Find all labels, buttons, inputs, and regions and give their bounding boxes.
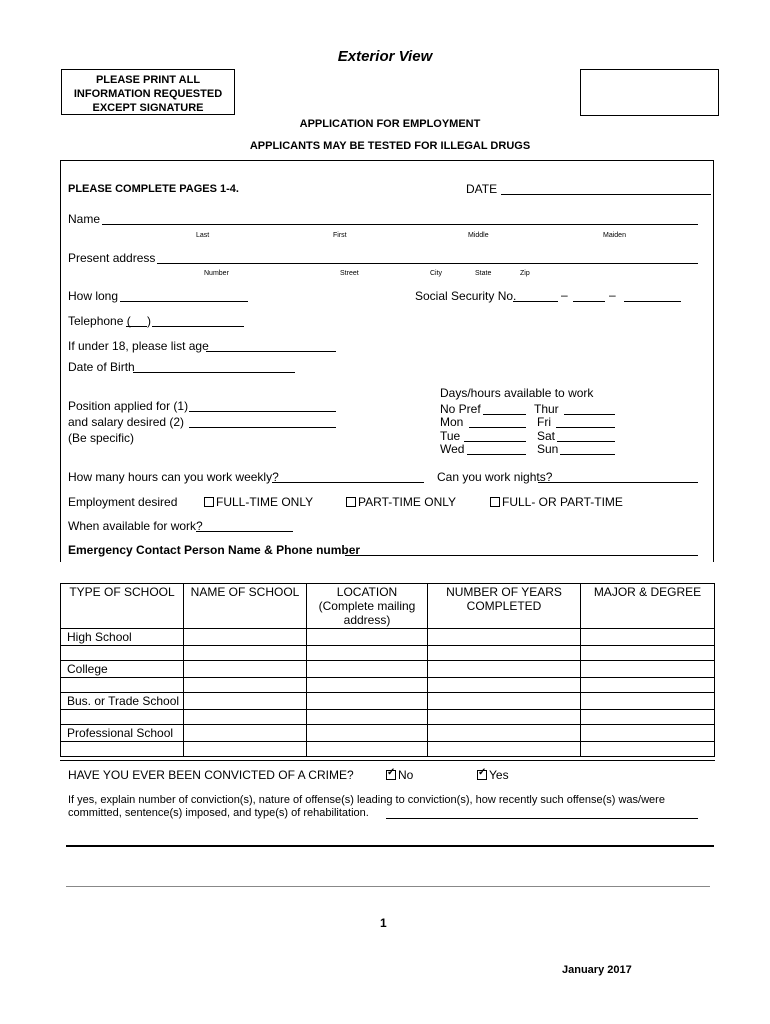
day-field-sat[interactable] xyxy=(557,441,615,442)
area-code-field[interactable] xyxy=(126,326,147,327)
day-label-sun: Sun xyxy=(537,442,559,456)
row-label-high-school: High School xyxy=(61,629,184,646)
row-label-professional-school: Professional School xyxy=(61,725,184,742)
table-cell[interactable] xyxy=(61,742,184,757)
checkbox-icon[interactable] xyxy=(346,497,356,507)
table-cell[interactable] xyxy=(428,678,581,693)
telephone-field[interactable] xyxy=(152,326,244,327)
address-sub-street: Street xyxy=(340,270,359,277)
table-cell[interactable] xyxy=(61,710,184,725)
table-cell[interactable] xyxy=(307,725,428,742)
table-cell[interactable] xyxy=(307,693,428,710)
crime-question: HAVE YOU EVER BEEN CONVICTED OF A CRIME? xyxy=(68,768,354,782)
notice-line: INFORMATION REQUESTED xyxy=(73,88,223,100)
table-cell[interactable] xyxy=(307,661,428,678)
application-heading: APPLICATION FOR EMPLOYMENT xyxy=(299,118,481,130)
address-field[interactable] xyxy=(157,263,698,264)
address-sub-zip: Zip xyxy=(520,270,530,277)
how-long-label: How long xyxy=(68,289,119,303)
table-cell[interactable] xyxy=(428,710,581,725)
crime-no-option[interactable] xyxy=(386,768,413,782)
table-row xyxy=(61,710,715,725)
position-label-3: (Be specific) xyxy=(68,431,135,445)
table-cell[interactable] xyxy=(428,693,581,710)
notice-line: PLEASE PRINT ALL xyxy=(95,74,201,86)
name-sub-last: Last xyxy=(196,232,210,239)
name-sub-maiden: Maiden xyxy=(603,232,626,239)
name-field[interactable] xyxy=(102,224,698,225)
table-row xyxy=(61,742,715,757)
table-cell[interactable] xyxy=(307,646,428,661)
table-cell[interactable] xyxy=(184,693,307,710)
position-label-1: Position applied for (1) xyxy=(68,399,189,413)
table-cell[interactable] xyxy=(428,661,581,678)
name-sub-first: First xyxy=(333,232,347,239)
ssn-dash: – xyxy=(609,288,616,302)
table-cell[interactable] xyxy=(184,661,307,678)
notice-line: EXCEPT SIGNATURE xyxy=(92,102,204,114)
header-years: NUMBER OF YEARS COMPLETED xyxy=(428,584,581,629)
position-label-2: and salary desired (2) xyxy=(68,415,185,429)
header-name: NAME OF SCHOOL xyxy=(184,584,307,629)
table-row xyxy=(61,661,715,678)
day-field-sun[interactable] xyxy=(560,454,615,455)
office-use-box xyxy=(580,69,719,116)
telephone-close: ) xyxy=(147,314,151,328)
table-row xyxy=(61,629,715,646)
name-sub-middle: Middle xyxy=(468,232,489,239)
table-row xyxy=(61,678,715,693)
checkbox-icon[interactable] xyxy=(490,497,500,507)
parttime-option[interactable] xyxy=(346,495,456,509)
dob-field[interactable] xyxy=(133,372,295,373)
header-location: LOCATION (Complete mailing address) xyxy=(307,584,428,629)
ssn-dash: – xyxy=(561,288,568,302)
table-cell[interactable] xyxy=(581,661,715,678)
section-divider xyxy=(66,845,714,847)
crime-yes-option[interactable] xyxy=(477,768,509,782)
either-label: FULL- OR PART-TIME xyxy=(502,495,623,509)
table-cell[interactable] xyxy=(307,710,428,725)
row-label-trade-school: Bus. or Trade School xyxy=(61,693,184,710)
footer-date: January 2017 xyxy=(562,964,632,976)
table-cell[interactable] xyxy=(307,629,428,646)
position-field-1[interactable] xyxy=(189,411,336,412)
name-label: Name xyxy=(68,212,101,226)
employment-desired-label: Employment desired xyxy=(68,495,178,509)
table-cell[interactable] xyxy=(581,646,715,661)
table-row xyxy=(61,646,715,661)
table-cell[interactable] xyxy=(581,678,715,693)
how-long-field[interactable] xyxy=(120,301,248,302)
under18-label: If under 18, please list age xyxy=(68,339,209,353)
header-type: TYPE OF SCHOOL xyxy=(61,584,184,629)
table-cell[interactable] xyxy=(184,629,307,646)
day-field-mon[interactable] xyxy=(469,427,526,428)
hours-weekly-field[interactable] xyxy=(272,482,424,483)
hours-weekly-label: How many hours can you work weekly? xyxy=(68,470,279,484)
address-sub-state: State xyxy=(475,270,492,277)
checkbox-checked-icon[interactable] xyxy=(477,770,487,780)
nights-field[interactable] xyxy=(538,482,698,483)
row-label-college: College xyxy=(61,661,184,678)
telephone-label: Telephone ( xyxy=(68,314,131,328)
table-cell[interactable] xyxy=(428,725,581,742)
ssn-field-2[interactable] xyxy=(573,301,605,302)
print-notice-box xyxy=(61,69,235,115)
address-sub-number: Number xyxy=(204,270,229,277)
day-label-fri: Fri xyxy=(537,415,551,429)
day-label-tue: Tue xyxy=(440,429,461,443)
date-label: DATE xyxy=(466,182,498,196)
day-label-nopref: No Pref xyxy=(440,402,481,416)
page-number: 1 xyxy=(380,916,387,930)
section-divider xyxy=(66,886,710,887)
education-table xyxy=(60,583,715,757)
table-cell[interactable] xyxy=(184,710,307,725)
when-available-field[interactable] xyxy=(196,531,293,532)
table-cell[interactable] xyxy=(184,678,307,693)
table-row xyxy=(61,693,715,710)
fulltime-option[interactable] xyxy=(204,495,313,509)
age-field[interactable] xyxy=(206,351,336,352)
table-cell[interactable] xyxy=(581,710,715,725)
nights-label: Can you work nights? xyxy=(437,470,553,484)
position-field-2[interactable] xyxy=(189,427,336,428)
crime-explain-field[interactable] xyxy=(386,818,698,819)
ssn-field-3[interactable] xyxy=(624,301,681,302)
table-cell[interactable] xyxy=(428,646,581,661)
drug-test-heading: APPLICANTS MAY BE TESTED FOR ILLEGAL DRUGS xyxy=(249,140,531,152)
emergency-contact-field[interactable] xyxy=(345,555,698,556)
crime-no-label: No xyxy=(398,768,414,782)
table-cell[interactable] xyxy=(307,742,428,757)
dob-label: Date of Birth xyxy=(68,360,135,374)
address-sub-city: City xyxy=(430,270,443,277)
ssn-field-1[interactable] xyxy=(513,301,558,302)
table-header-row xyxy=(61,584,715,629)
crime-yes-label: Yes xyxy=(489,768,509,782)
day-field-nopref[interactable] xyxy=(483,414,526,415)
table-cell[interactable] xyxy=(581,693,715,710)
parttime-label: PART-TIME ONLY xyxy=(358,495,457,509)
ssn-label: Social Security No. xyxy=(415,289,517,303)
day-field-thur[interactable] xyxy=(564,414,615,415)
fulltime-label: FULL-TIME ONLY xyxy=(216,495,314,509)
table-cell[interactable] xyxy=(184,646,307,661)
table-cell[interactable] xyxy=(61,678,184,693)
day-field-fri[interactable] xyxy=(556,427,615,428)
day-field-wed[interactable] xyxy=(467,454,526,455)
day-label-sat: Sat xyxy=(537,429,556,443)
emergency-contact-label: Emergency Contact Person Name & Phone number xyxy=(68,543,361,557)
complete-pages-note: PLEASE COMPLETE PAGES 1-4. xyxy=(68,183,239,195)
table-cell[interactable] xyxy=(581,629,715,646)
crime-explain-line-1: If yes, explain number of conviction(s), nature of offense(s) leading to conviction(s), how recently such offense(s) was/were xyxy=(68,794,665,806)
date-field[interactable] xyxy=(501,194,711,195)
table-cell[interactable] xyxy=(61,646,184,661)
day-label-thur: Thur xyxy=(534,402,559,416)
day-field-tue[interactable] xyxy=(464,441,526,442)
table-cell[interactable] xyxy=(307,678,428,693)
day-label-mon: Mon xyxy=(440,415,464,429)
table-cell[interactable] xyxy=(184,742,307,757)
when-available-label: When available for work? xyxy=(68,519,203,533)
days-available-header: Days/hours available to work xyxy=(440,386,594,400)
table-cell[interactable] xyxy=(581,742,715,757)
table-cell[interactable] xyxy=(428,742,581,757)
table-row xyxy=(61,725,715,742)
header-major: MAJOR & DEGREE xyxy=(581,584,715,629)
table-cell[interactable] xyxy=(428,629,581,646)
either-option[interactable] xyxy=(490,495,623,509)
crime-explain-line-2: committed, sentence(s) imposed, and type(s) of rehabilitation. xyxy=(68,807,369,819)
checkbox-icon[interactable] xyxy=(204,497,214,507)
day-label-wed: Wed xyxy=(440,442,465,456)
address-label: Present address xyxy=(68,251,156,265)
table-cell[interactable] xyxy=(581,725,715,742)
table-cell[interactable] xyxy=(184,725,307,742)
checkbox-checked-icon[interactable] xyxy=(386,770,396,780)
page-title: Exterior View xyxy=(337,48,433,65)
